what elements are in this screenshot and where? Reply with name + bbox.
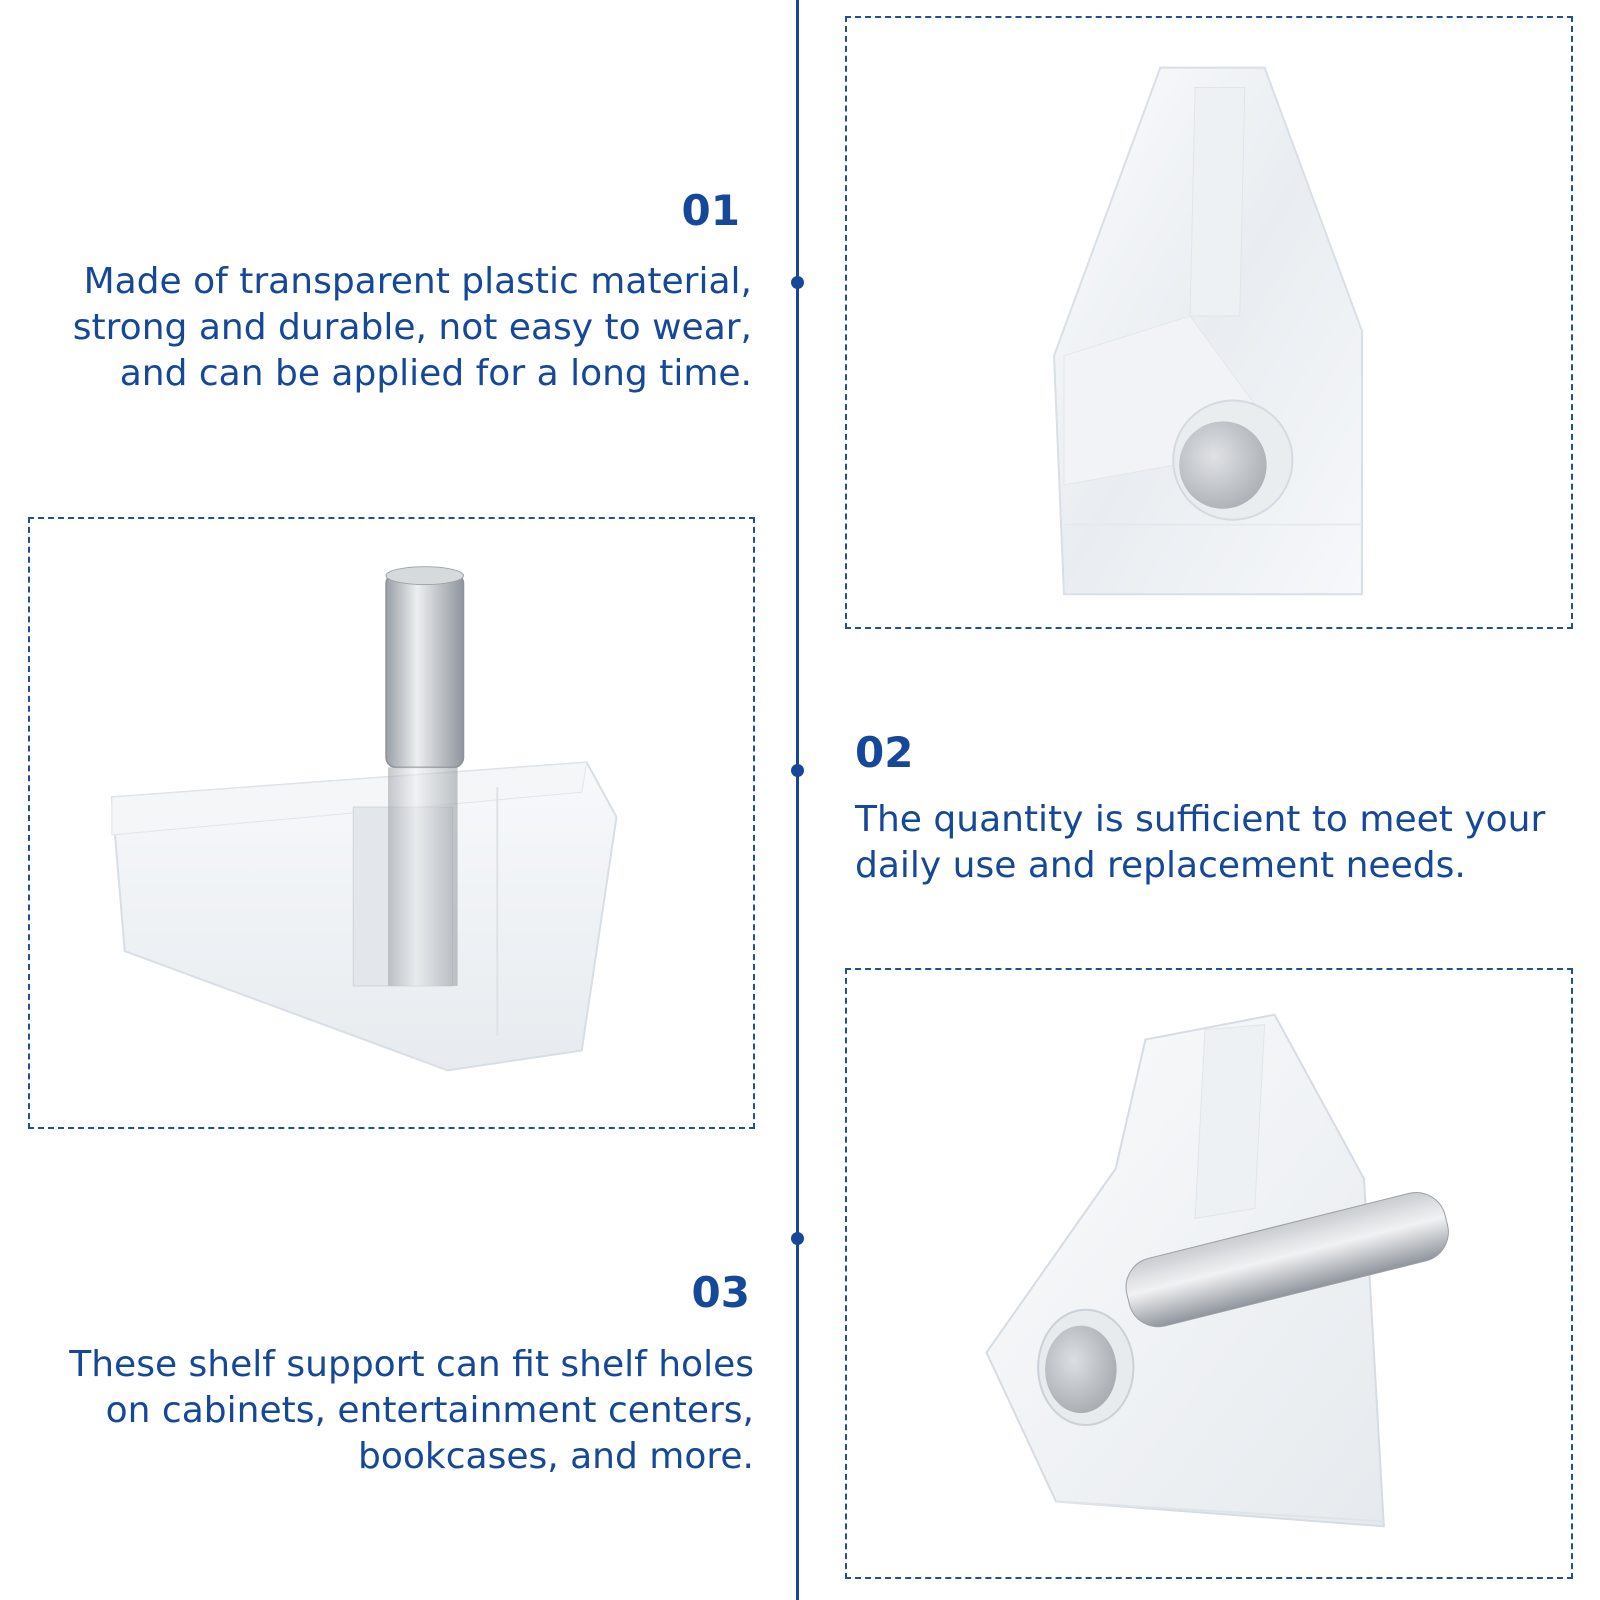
feature-text-03: These shelf support can fit shelf holes on cabinets, entertainment centers, bookcases, and more. (69, 1344, 754, 1477)
feature-number-01: 01 (681, 186, 740, 235)
timeline-dot-1 (791, 276, 804, 289)
feature-text-02: The quantity is sufficient to meet your daily use and replacement needs. (855, 799, 1546, 886)
feature-text-01: Made of transparent plastic material, strong and durable, not easy to wear, and can be applied for a long time. (72, 261, 752, 394)
product-photo-front-view (845, 16, 1573, 629)
product-photo-side-view (28, 517, 755, 1129)
shelf-support-angled-illustration (847, 970, 1571, 1577)
shelf-support-side-illustration (30, 519, 753, 1127)
timeline-dot-2 (791, 764, 804, 777)
product-photo-angled-view (845, 968, 1573, 1579)
timeline-line (796, 0, 799, 1600)
feature-number-02: 02 (855, 728, 914, 777)
feature-number-03: 03 (691, 1268, 750, 1317)
timeline-dot-3 (791, 1232, 804, 1245)
shelf-support-front-illustration (847, 18, 1571, 627)
